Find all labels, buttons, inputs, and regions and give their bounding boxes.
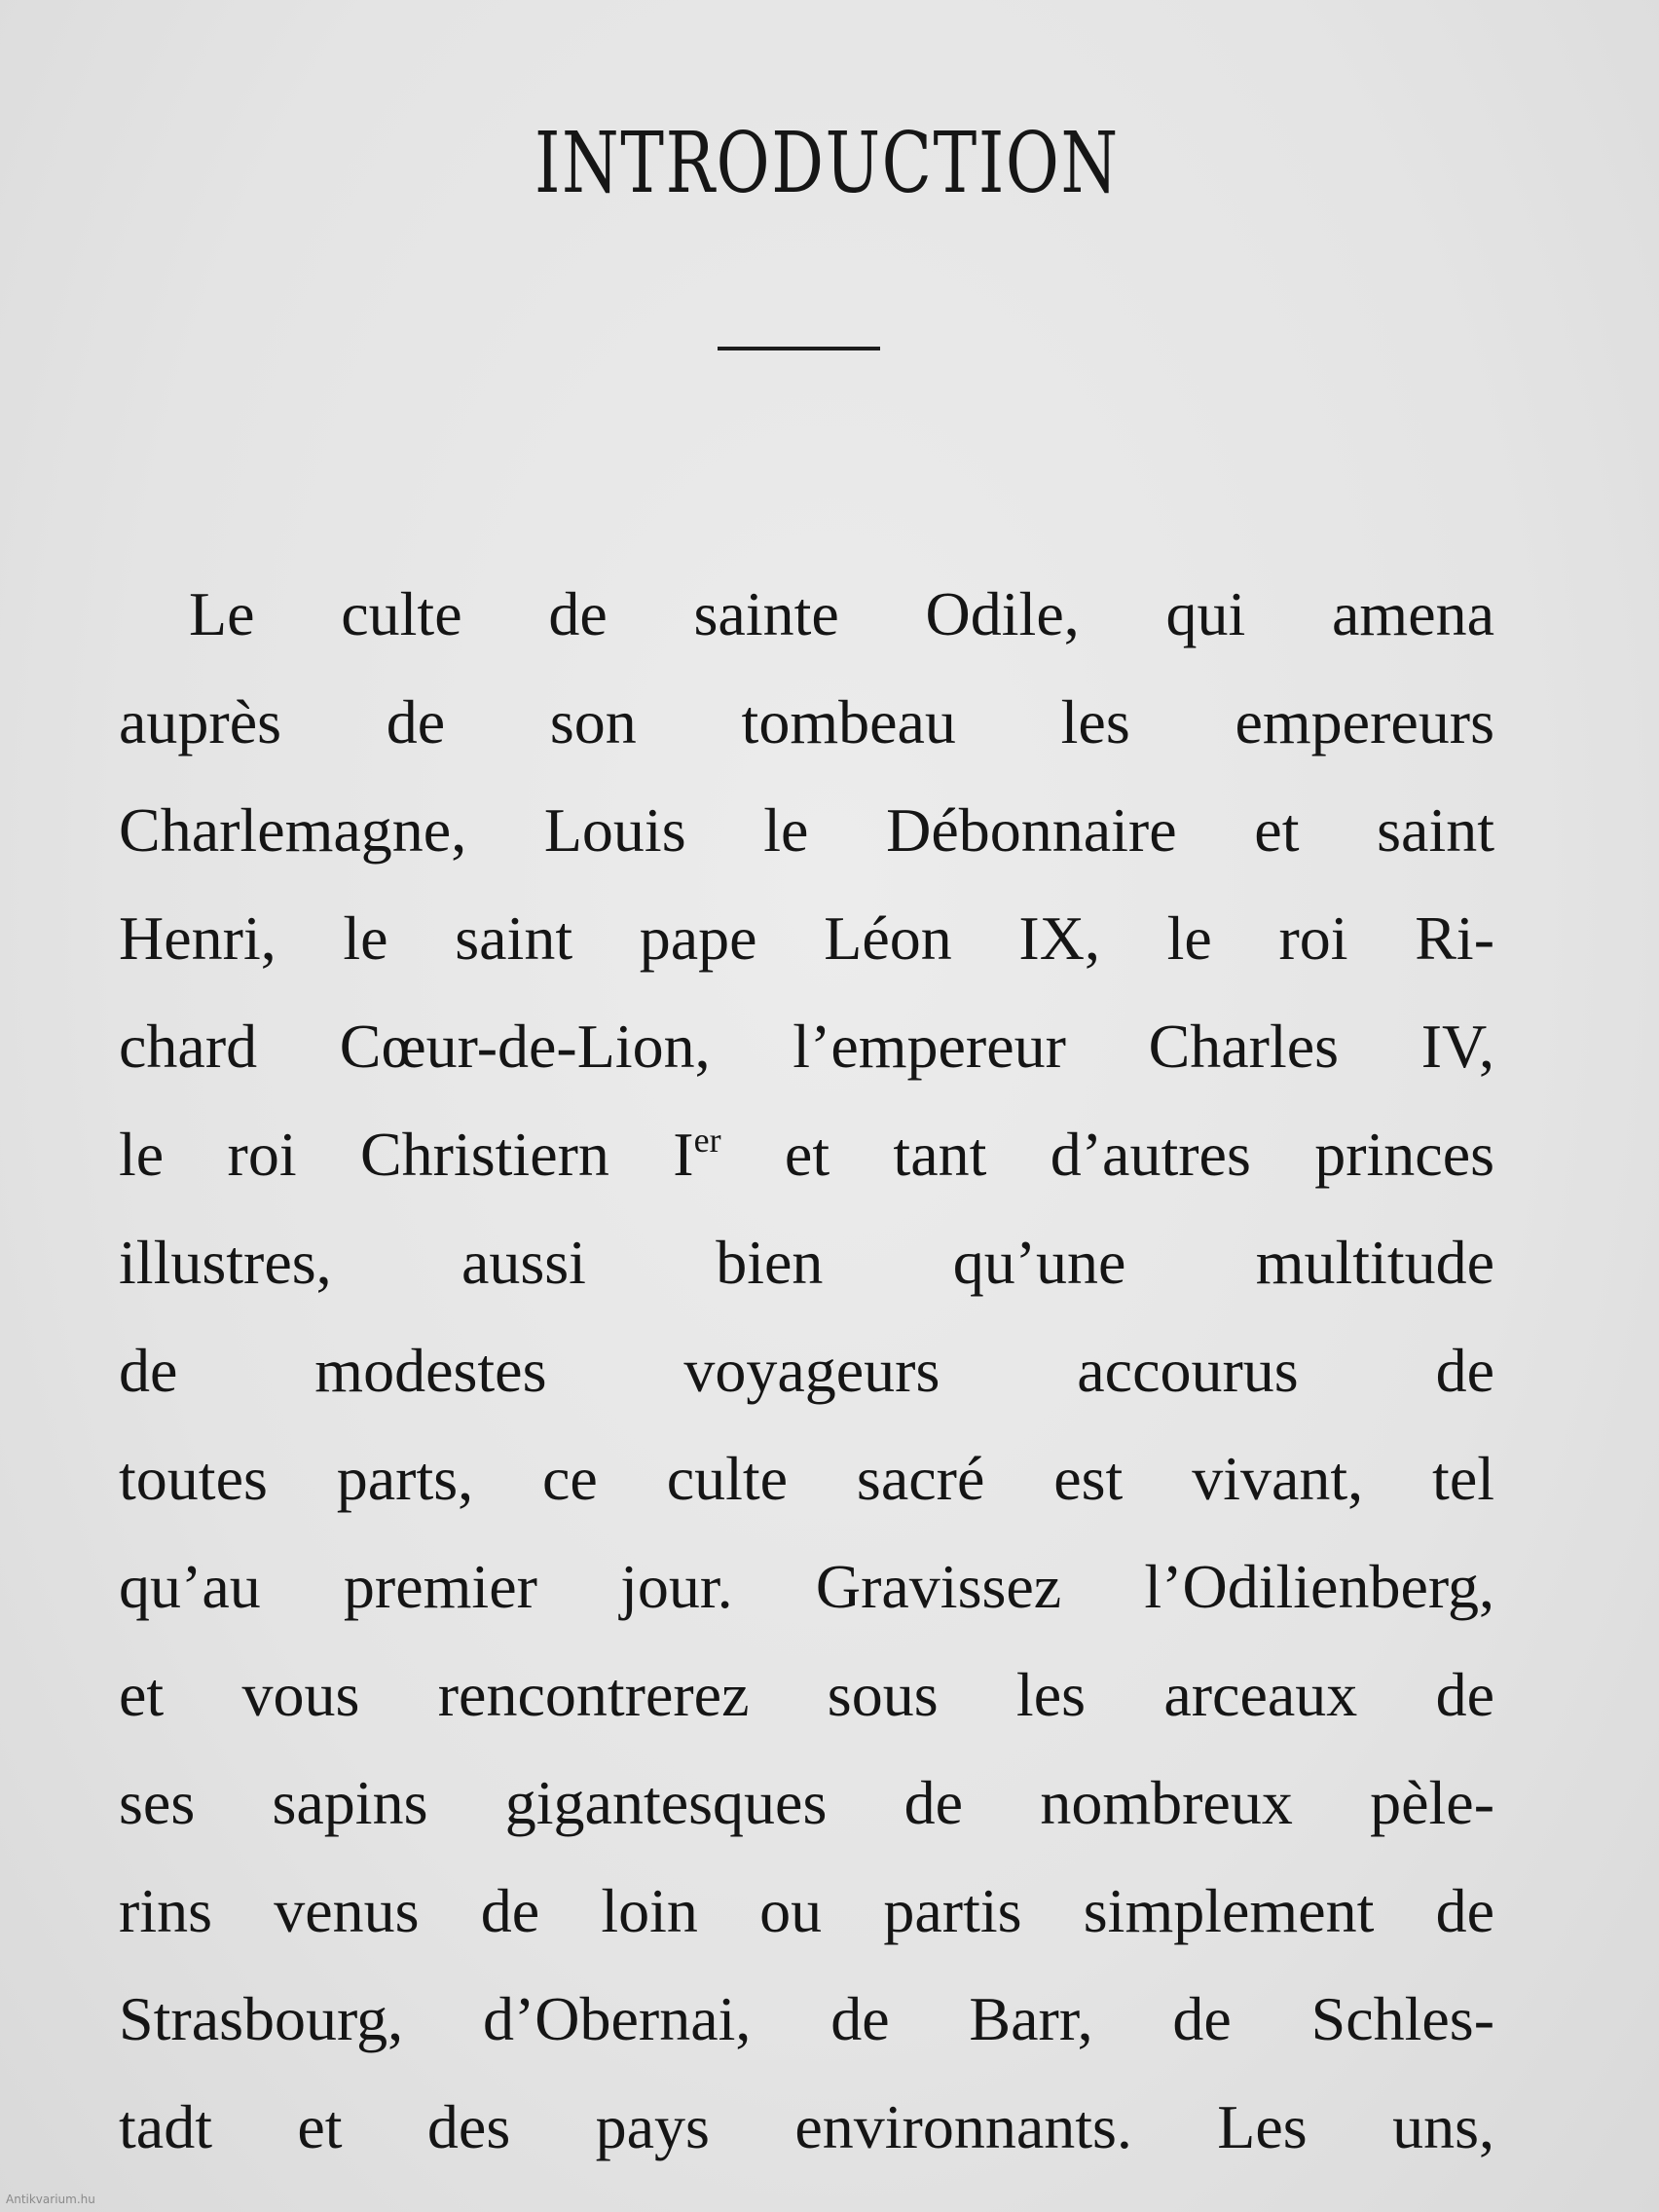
text-line: Le culte de sainte Odile, qui amena: [189, 579, 1494, 648]
watermark: Antikvarium.hu: [6, 2193, 95, 2206]
text-line: illustres, aussi bien qu’une multitude: [119, 1228, 1494, 1297]
text-line: toutes parts, ce culte sacré est vivant, tel: [119, 1444, 1494, 1513]
title-divider: [718, 347, 880, 350]
text-line: et vous rencontrerez sous les arceaux de: [119, 1660, 1494, 1729]
page-title: INTRODUCTION: [534, 115, 1120, 212]
text-line-part: le roi Christiern I: [119, 1120, 694, 1189]
text-line: Henri, le saint pape Léon IX, le roi Ri-: [119, 903, 1494, 973]
text-body: [119, 560, 1494, 2181]
text-line: tadt et des pays environnants. Les uns,: [119, 2092, 1494, 2161]
ordinal-superscript: er: [693, 1121, 721, 1160]
text-line: Strasbourg, d’Obernai, de Barr, de Schles-: [119, 1984, 1494, 2053]
text-line: chard Cœur-de-Lion, l’empereur Charles IV,: [119, 1012, 1494, 1081]
text-line: qu’au premier jour. Gravissez l’Odilienberg,: [119, 1552, 1494, 1621]
text-line: Charlemagne, Louis le Débonnaire et saint: [119, 795, 1494, 865]
text-line: auprès de son tombeau les empereurs: [119, 687, 1494, 756]
text-line: [119, 1100, 1494, 1208]
text-line-part: et tant d’autres princes: [784, 1120, 1495, 1189]
text-line: de modestes voyageurs accourus de: [119, 1336, 1494, 1405]
text-line: ses sapins gigantesques de nombreux pèle-: [119, 1768, 1494, 1837]
text-line: rins venus de loin ou partis simplement de: [119, 1876, 1494, 1945]
